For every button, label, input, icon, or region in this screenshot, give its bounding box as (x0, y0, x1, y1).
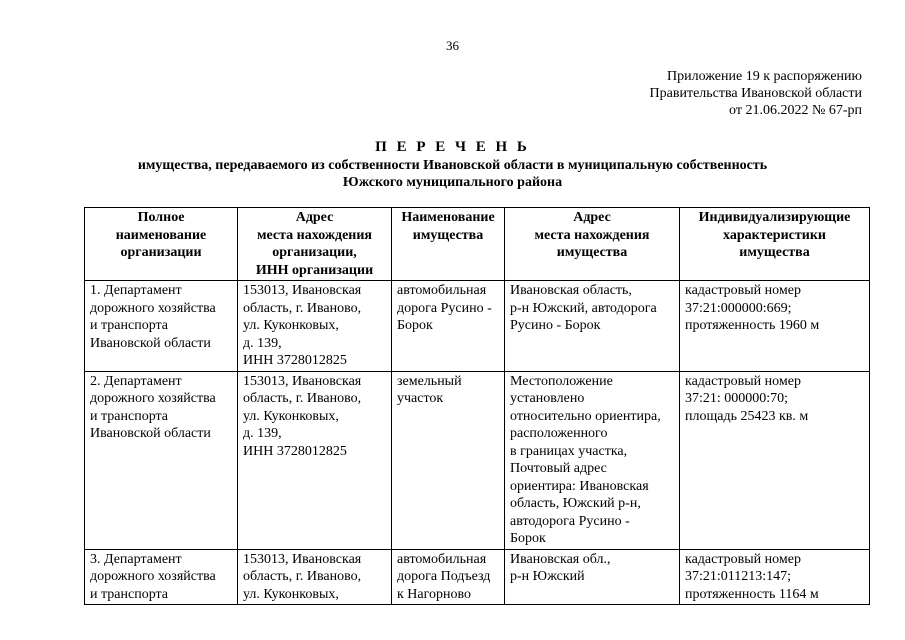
cell-property-address: Местоположение установлено относительно ориентира, расположенного в границах участка, Почтовый адрес ориентира: Ивановская область, Южский р-н, автодорога Русино - Борок (505, 371, 680, 549)
cell-organization-name: 3. Департамент дорожного хозяйства и транспорта (85, 549, 238, 605)
cell-property-characteristics: кадастровый номер 37:21: 000000:70; площадь 25423 кв. м (680, 371, 870, 549)
table-row (85, 281, 870, 372)
cell-property-address: Ивановская обл., р-н Южский (505, 549, 680, 605)
appendix-line: Правительства Ивановской области (649, 86, 862, 101)
cell-organization-name: 2. Департамент дорожного хозяйства и транспорта Ивановской области (85, 371, 238, 549)
page-number: 36 (446, 38, 459, 53)
cell-property-name: автомобильная дорога Подъезд к Нагорново (392, 549, 505, 605)
document-title: П Е Р Е Ч Е Н Ь (375, 139, 530, 155)
header-property-address: Адрес места нахождения имущества (505, 208, 680, 281)
cell-property-characteristics: кадастровый номер 37:21:011213:147; протяженность 1164 м (680, 549, 870, 605)
table-row (85, 549, 870, 605)
header-organization-name: Полное наименование организации (85, 208, 238, 281)
appendix-note (650, 68, 862, 119)
cell-property-name: земельный участок (392, 371, 505, 549)
cell-property-name: автомобильная дорога Русино - Борок (392, 281, 505, 372)
cell-property-address: Ивановская область, р-н Южский, автодорога Русино - Борок (505, 281, 680, 372)
table-row (85, 371, 870, 549)
header-property-name: Наименование имущества (392, 208, 505, 281)
cell-organization-name: 1. Департамент дорожного хозяйства и транспорта Ивановской области (85, 281, 238, 372)
cell-property-characteristics: кадастровый номер 37:21:000000:669; протяженность 1960 м (680, 281, 870, 372)
document-subtitle-line: имущества, передаваемого из собственности Ивановской области в муниципальную собственность (137, 158, 768, 173)
cell-organization-address: 153013, Ивановская область, г. Иваново, ул. Куконковых, (238, 549, 392, 605)
document-subtitle-line: Южского муниципального района (342, 175, 563, 190)
property-registry-table (84, 207, 870, 605)
header-property-characteristics: Индивидуализирующие характеристики имущества (680, 208, 870, 281)
document-heading (0, 138, 905, 191)
appendix-date-line: от 21.06.2022 № 67-рп (729, 103, 862, 118)
table-header-row (85, 208, 870, 281)
cell-organization-address: 153013, Ивановская область, г. Иваново, ул. Куконковых, д. 139, ИНН 3728012825 (238, 281, 392, 372)
appendix-line: Приложение 19 к распоряжению (667, 69, 862, 84)
header-organization-address: Адрес места нахождения организации, ИНН организации (238, 208, 392, 281)
cell-organization-address: 153013, Ивановская область, г. Иваново, ул. Куконковых, д. 139, ИНН 3728012825 (238, 371, 392, 549)
